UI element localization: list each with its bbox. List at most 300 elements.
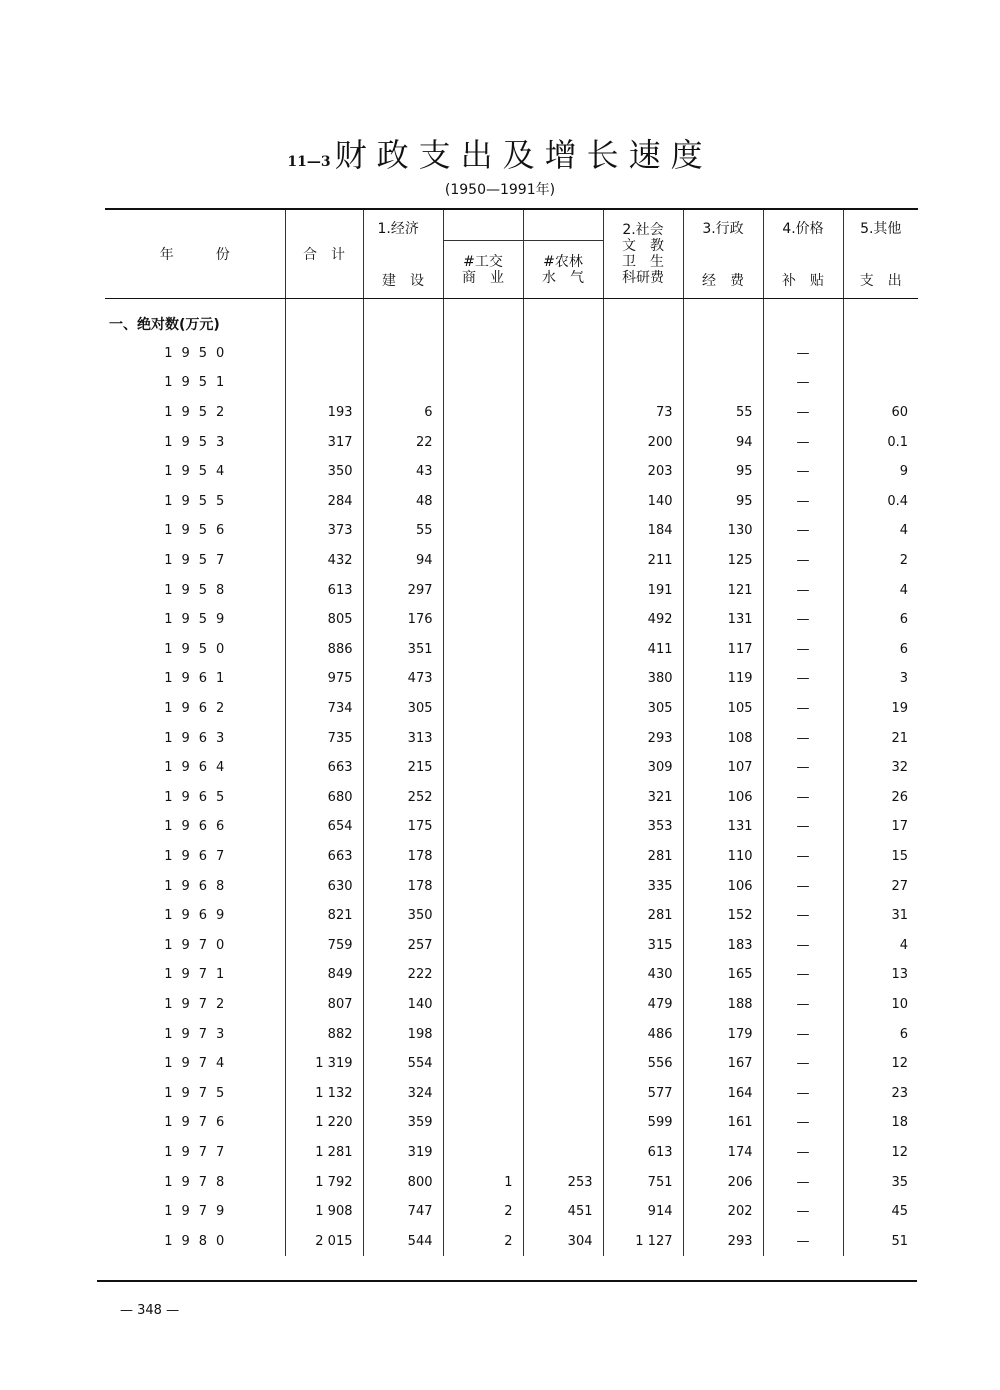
price-cell: — xyxy=(763,1138,843,1168)
other-cell: 12 xyxy=(843,1138,918,1168)
price-cell: — xyxy=(763,1019,843,1049)
price-cell: — xyxy=(763,546,843,576)
table-period: (1950—1991年) xyxy=(444,182,556,198)
other-cell: 45 xyxy=(843,1197,918,1227)
table-row xyxy=(105,842,918,872)
econ-cell: 297 xyxy=(363,575,443,605)
year-cell: 1975 xyxy=(164,1085,234,1101)
other-cell: 17 xyxy=(843,812,918,842)
other-cell xyxy=(843,339,918,369)
admin-cell: 131 xyxy=(683,605,763,635)
table-row xyxy=(105,1108,918,1138)
culture-cell: 613 xyxy=(603,1138,683,1168)
other-cell: 2 xyxy=(843,546,918,576)
price-cell: — xyxy=(763,1049,843,1079)
agri-cell xyxy=(523,871,603,901)
year-cell: 1961 xyxy=(164,671,234,687)
admin-cell: 293 xyxy=(683,1226,763,1256)
econ-cell: 319 xyxy=(363,1138,443,1168)
year-cell: 1962 xyxy=(164,701,234,717)
header-total xyxy=(285,209,363,299)
culture-cell: 556 xyxy=(603,1049,683,1079)
price-cell: — xyxy=(763,1078,843,1108)
table-code: 11—3 xyxy=(287,154,331,170)
admin-cell: 202 xyxy=(683,1197,763,1227)
econ-cell: 351 xyxy=(363,635,443,665)
year-cell: 1968 xyxy=(164,878,234,894)
admin-cell: 164 xyxy=(683,1078,763,1108)
total-cell: 805 xyxy=(285,605,363,635)
culture-cell: 191 xyxy=(603,575,683,605)
admin-cell: 130 xyxy=(683,516,763,546)
year-cell: 1951 xyxy=(164,375,234,391)
total-cell: 1 132 xyxy=(285,1078,363,1108)
econ-cell: 544 xyxy=(363,1226,443,1256)
ind-cell xyxy=(443,1019,523,1049)
price-cell: — xyxy=(763,1226,843,1256)
other-cell: 3 xyxy=(843,664,918,694)
table-row xyxy=(105,871,918,901)
other-cell xyxy=(843,368,918,398)
admin-cell: 167 xyxy=(683,1049,763,1079)
ind-cell xyxy=(443,487,523,517)
admin-cell: 183 xyxy=(683,930,763,960)
ind-cell xyxy=(443,990,523,1020)
other-cell: 4 xyxy=(843,930,918,960)
ind-cell xyxy=(443,723,523,753)
other-cell: 15 xyxy=(843,842,918,872)
admin-cell: 106 xyxy=(683,783,763,813)
header-price xyxy=(763,209,843,299)
price-cell: — xyxy=(763,960,843,990)
total-cell: 735 xyxy=(285,723,363,753)
agri-cell xyxy=(523,546,603,576)
total-cell xyxy=(285,368,363,398)
culture-cell: 335 xyxy=(603,871,683,901)
econ-cell: 257 xyxy=(363,930,443,960)
ind-cell xyxy=(443,546,523,576)
table-row xyxy=(105,1049,918,1079)
culture-cell xyxy=(603,339,683,369)
price-cell: — xyxy=(763,1167,843,1197)
total-cell: 759 xyxy=(285,930,363,960)
total-cell: 849 xyxy=(285,960,363,990)
year-cell: 1959 xyxy=(164,612,234,628)
culture-cell xyxy=(603,368,683,398)
header-agriculture-top: #农林 xyxy=(543,254,583,270)
header-industry-bottom: 商 业 xyxy=(462,270,504,286)
table-row xyxy=(105,368,918,398)
ind-cell: 2 xyxy=(443,1226,523,1256)
agri-cell xyxy=(523,1078,603,1108)
culture-cell: 211 xyxy=(603,546,683,576)
other-cell: 0.1 xyxy=(843,427,918,457)
header-culture-l1: 2.社会 xyxy=(622,222,664,238)
agri-cell xyxy=(523,930,603,960)
culture-cell: 184 xyxy=(603,516,683,546)
price-cell: — xyxy=(763,1108,843,1138)
culture-cell: 281 xyxy=(603,901,683,931)
bottom-rule xyxy=(97,1280,917,1282)
total-cell: 663 xyxy=(285,753,363,783)
other-cell: 31 xyxy=(843,901,918,931)
year-cell: 1972 xyxy=(164,996,234,1012)
econ-cell: 178 xyxy=(363,871,443,901)
other-cell: 35 xyxy=(843,1167,918,1197)
ind-cell xyxy=(443,1078,523,1108)
price-cell: — xyxy=(763,487,843,517)
econ-cell: 305 xyxy=(363,694,443,724)
table-row xyxy=(105,1167,918,1197)
ind-cell xyxy=(443,457,523,487)
header-culture-l3: 卫 生 xyxy=(622,254,664,270)
total-cell: 284 xyxy=(285,487,363,517)
admin-cell: 206 xyxy=(683,1167,763,1197)
agri-cell xyxy=(523,368,603,398)
ind-cell xyxy=(443,1108,523,1138)
admin-cell xyxy=(683,339,763,369)
agri-cell xyxy=(523,960,603,990)
year-cell: 1954 xyxy=(164,464,234,480)
year-cell: 1966 xyxy=(164,819,234,835)
price-cell: — xyxy=(763,723,843,753)
price-cell: — xyxy=(763,664,843,694)
ind-cell xyxy=(443,635,523,665)
total-cell: 807 xyxy=(285,990,363,1020)
total-cell: 1 792 xyxy=(285,1167,363,1197)
admin-cell xyxy=(683,368,763,398)
table-row xyxy=(105,1226,918,1256)
ind-cell xyxy=(443,605,523,635)
ind-cell xyxy=(443,1138,523,1168)
table-row xyxy=(105,901,918,931)
other-cell: 21 xyxy=(843,723,918,753)
other-cell: 27 xyxy=(843,871,918,901)
culture-cell: 1 127 xyxy=(603,1226,683,1256)
header-other-bottom: 支 出 xyxy=(859,273,902,289)
price-cell: — xyxy=(763,901,843,931)
agri-cell xyxy=(523,1019,603,1049)
price-cell: — xyxy=(763,842,843,872)
econ-cell: 252 xyxy=(363,783,443,813)
year-cell: 1974 xyxy=(164,1056,234,1072)
agri-cell xyxy=(523,664,603,694)
econ-cell: 48 xyxy=(363,487,443,517)
culture-cell: 486 xyxy=(603,1019,683,1049)
agri-cell xyxy=(523,753,603,783)
table-row xyxy=(105,930,918,960)
table-row xyxy=(105,990,918,1020)
agri-cell xyxy=(523,427,603,457)
ind-cell xyxy=(443,339,523,369)
header-year xyxy=(105,209,285,299)
agri-cell xyxy=(523,1138,603,1168)
total-cell: 613 xyxy=(285,575,363,605)
admin-cell: 152 xyxy=(683,901,763,931)
other-cell: 23 xyxy=(843,1078,918,1108)
table-title-text: 财政支出及增长速度 xyxy=(334,136,713,174)
table-row xyxy=(105,457,918,487)
econ-cell: 55 xyxy=(363,516,443,546)
header-industry-top: #工交 xyxy=(463,254,503,270)
year-cell: 1952 xyxy=(164,405,234,421)
header-other-top: 5.其他 xyxy=(860,221,902,237)
price-cell: — xyxy=(763,812,843,842)
header-other xyxy=(843,209,918,299)
admin-cell: 121 xyxy=(683,575,763,605)
price-cell: — xyxy=(763,605,843,635)
culture-cell: 430 xyxy=(603,960,683,990)
econ-cell: 747 xyxy=(363,1197,443,1227)
year-cell: 1965 xyxy=(164,789,234,805)
ind-cell xyxy=(443,694,523,724)
table-row xyxy=(105,546,918,576)
admin-cell: 125 xyxy=(683,546,763,576)
econ-cell: 800 xyxy=(363,1167,443,1197)
table-title xyxy=(0,130,1000,176)
admin-cell: 95 xyxy=(683,487,763,517)
header-culture-l2: 文 教 xyxy=(622,238,664,254)
header-econ-top: 1.经济 xyxy=(377,221,419,237)
header-price-bottom: 补 贴 xyxy=(782,273,824,289)
admin-cell: 161 xyxy=(683,1108,763,1138)
econ-cell xyxy=(363,339,443,369)
table-row xyxy=(105,723,918,753)
total-cell: 654 xyxy=(285,812,363,842)
ind-cell xyxy=(443,753,523,783)
ind-cell xyxy=(443,783,523,813)
year-cell: 1977 xyxy=(164,1144,234,1160)
ind-cell xyxy=(443,575,523,605)
header-total-label: 合 计 xyxy=(303,247,345,263)
ind-cell xyxy=(443,368,523,398)
total-cell: 882 xyxy=(285,1019,363,1049)
ind-cell xyxy=(443,871,523,901)
culture-cell: 492 xyxy=(603,605,683,635)
ind-cell: 1 xyxy=(443,1167,523,1197)
table-row xyxy=(105,960,918,990)
header-agriculture-bottom: 水 气 xyxy=(542,270,584,286)
agri-cell xyxy=(523,575,603,605)
agri-cell xyxy=(523,487,603,517)
econ-cell: 94 xyxy=(363,546,443,576)
section-row xyxy=(105,299,918,339)
agri-cell xyxy=(523,842,603,872)
header-admin-bottom: 经 费 xyxy=(702,273,744,289)
ind-cell xyxy=(443,812,523,842)
header-admin-top: 3.行政 xyxy=(702,221,744,237)
total-cell: 1 281 xyxy=(285,1138,363,1168)
ind-cell xyxy=(443,516,523,546)
agri-cell xyxy=(523,398,603,428)
agri-cell: 451 xyxy=(523,1197,603,1227)
other-cell: 10 xyxy=(843,990,918,1020)
year-cell: 1958 xyxy=(164,582,234,598)
econ-cell: 350 xyxy=(363,901,443,931)
price-cell: — xyxy=(763,930,843,960)
culture-cell: 751 xyxy=(603,1167,683,1197)
price-cell: — xyxy=(763,368,843,398)
admin-cell: 174 xyxy=(683,1138,763,1168)
price-cell: — xyxy=(763,871,843,901)
total-cell: 432 xyxy=(285,546,363,576)
other-cell: 26 xyxy=(843,783,918,813)
price-cell: — xyxy=(763,339,843,369)
price-cell: — xyxy=(763,457,843,487)
agri-cell xyxy=(523,694,603,724)
agri-cell xyxy=(523,457,603,487)
culture-cell: 200 xyxy=(603,427,683,457)
table-row xyxy=(105,339,918,369)
admin-cell: 105 xyxy=(683,694,763,724)
admin-cell: 165 xyxy=(683,960,763,990)
other-cell: 4 xyxy=(843,516,918,546)
total-cell: 1 220 xyxy=(285,1108,363,1138)
ind-cell xyxy=(443,930,523,960)
header-price-top: 4.价格 xyxy=(782,221,824,237)
table-row xyxy=(105,427,918,457)
econ-cell: 198 xyxy=(363,1019,443,1049)
econ-cell: 176 xyxy=(363,605,443,635)
fiscal-expenditure-table xyxy=(105,208,918,1256)
header-culture xyxy=(603,209,683,299)
total-cell: 734 xyxy=(285,694,363,724)
table-row xyxy=(105,635,918,665)
other-cell: 12 xyxy=(843,1049,918,1079)
admin-cell: 179 xyxy=(683,1019,763,1049)
ind-cell xyxy=(443,960,523,990)
culture-cell: 140 xyxy=(603,487,683,517)
admin-cell: 188 xyxy=(683,990,763,1020)
price-cell: — xyxy=(763,990,843,1020)
price-cell: — xyxy=(763,694,843,724)
econ-cell: 215 xyxy=(363,753,443,783)
agri-cell xyxy=(523,783,603,813)
section-label: 一、绝对数(万元) xyxy=(109,316,220,333)
header-econ xyxy=(363,209,443,299)
header-agriculture xyxy=(523,209,603,299)
table-row xyxy=(105,694,918,724)
culture-cell: 321 xyxy=(603,783,683,813)
total-cell: 663 xyxy=(285,842,363,872)
admin-cell: 110 xyxy=(683,842,763,872)
total-cell: 630 xyxy=(285,871,363,901)
culture-cell: 914 xyxy=(603,1197,683,1227)
econ-cell: 43 xyxy=(363,457,443,487)
culture-cell: 73 xyxy=(603,398,683,428)
culture-cell: 353 xyxy=(603,812,683,842)
header-culture-l4: 科研费 xyxy=(622,270,664,286)
price-cell: — xyxy=(763,783,843,813)
table-row xyxy=(105,664,918,694)
price-cell: — xyxy=(763,427,843,457)
other-cell: 4 xyxy=(843,575,918,605)
year-cell: 1971 xyxy=(164,967,234,983)
econ-cell: 313 xyxy=(363,723,443,753)
other-cell: 6 xyxy=(843,605,918,635)
other-cell: 51 xyxy=(843,1226,918,1256)
table-body xyxy=(105,299,918,1257)
price-cell: — xyxy=(763,575,843,605)
header-admin xyxy=(683,209,763,299)
total-cell: 1 908 xyxy=(285,1197,363,1227)
admin-cell: 117 xyxy=(683,635,763,665)
table-row xyxy=(105,812,918,842)
year-cell: 1964 xyxy=(164,760,234,776)
price-cell: — xyxy=(763,1197,843,1227)
total-cell: 975 xyxy=(285,664,363,694)
other-cell: 18 xyxy=(843,1108,918,1138)
table-row xyxy=(105,783,918,813)
table-row xyxy=(105,516,918,546)
year-cell: 1967 xyxy=(164,848,234,864)
total-cell xyxy=(285,339,363,369)
econ-cell: 359 xyxy=(363,1108,443,1138)
other-cell: 60 xyxy=(843,398,918,428)
price-cell: — xyxy=(763,398,843,428)
culture-cell: 281 xyxy=(603,842,683,872)
other-cell: 13 xyxy=(843,960,918,990)
table-row xyxy=(105,1197,918,1227)
year-cell: 1950 xyxy=(164,345,234,361)
agri-cell xyxy=(523,812,603,842)
admin-cell: 95 xyxy=(683,457,763,487)
price-cell: — xyxy=(763,635,843,665)
econ-cell: 222 xyxy=(363,960,443,990)
admin-cell: 119 xyxy=(683,664,763,694)
culture-cell: 203 xyxy=(603,457,683,487)
econ-cell: 140 xyxy=(363,990,443,1020)
culture-cell: 309 xyxy=(603,753,683,783)
admin-cell: 94 xyxy=(683,427,763,457)
table-row xyxy=(105,605,918,635)
other-cell: 9 xyxy=(843,457,918,487)
header-industry xyxy=(443,209,523,299)
total-cell: 1 319 xyxy=(285,1049,363,1079)
agri-cell xyxy=(523,605,603,635)
agri-cell xyxy=(523,635,603,665)
agri-cell xyxy=(523,901,603,931)
culture-cell: 577 xyxy=(603,1078,683,1108)
culture-cell: 599 xyxy=(603,1108,683,1138)
total-cell: 350 xyxy=(285,457,363,487)
year-cell: 1956 xyxy=(164,523,234,539)
agri-cell: 253 xyxy=(523,1167,603,1197)
econ-cell: 324 xyxy=(363,1078,443,1108)
econ-cell: 178 xyxy=(363,842,443,872)
year-cell: 1979 xyxy=(164,1204,234,1220)
admin-cell: 131 xyxy=(683,812,763,842)
ind-cell xyxy=(443,1049,523,1079)
year-cell: 1976 xyxy=(164,1115,234,1131)
total-cell: 821 xyxy=(285,901,363,931)
agri-cell: 304 xyxy=(523,1226,603,1256)
total-cell: 2 015 xyxy=(285,1226,363,1256)
econ-cell: 22 xyxy=(363,427,443,457)
total-cell: 317 xyxy=(285,427,363,457)
year-cell: 1970 xyxy=(164,937,234,953)
econ-cell: 175 xyxy=(363,812,443,842)
agri-cell xyxy=(523,1049,603,1079)
table-row xyxy=(105,753,918,783)
admin-cell: 107 xyxy=(683,753,763,783)
ind-cell: 2 xyxy=(443,1197,523,1227)
agri-cell xyxy=(523,990,603,1020)
table-row xyxy=(105,487,918,517)
culture-cell: 305 xyxy=(603,694,683,724)
other-cell: 32 xyxy=(843,753,918,783)
agri-cell xyxy=(523,723,603,753)
